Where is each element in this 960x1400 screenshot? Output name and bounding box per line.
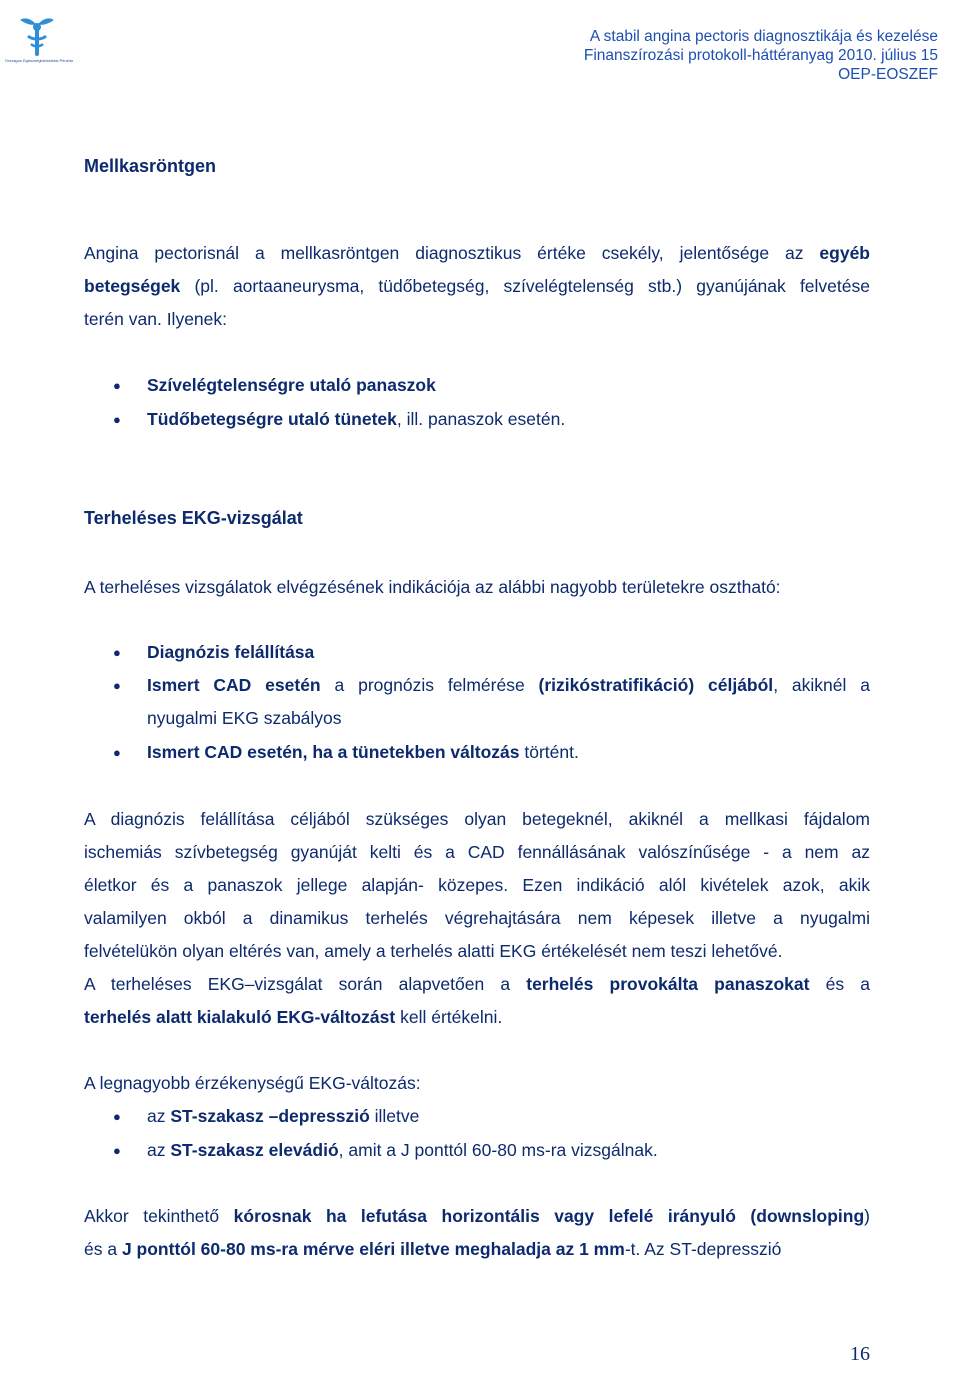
paragraph-intro: A terheléses vizsgálatok elvégzésének indikációja az alábbi nagyobb területekre osztható: bbox=[84, 577, 781, 597]
list-item: az ST-szakasz elevádió, amit a J ponttól 60-80 ms-ra vizsgálnak. bbox=[147, 1140, 658, 1160]
header-subtitle: Finanszírozási protokoll-háttéranyag 2010. július 15 bbox=[583, 47, 938, 64]
header-org: OEP-EOSZEF bbox=[838, 66, 938, 83]
bullet-icon: ● bbox=[113, 745, 121, 760]
paragraph-ertekeles: A terheléses EKG–vizsgálat során alapvetően a terhelés provokálta panaszokat és a terhelés alatt kialakuló EKG-változást kell értékelni. bbox=[84, 974, 870, 1027]
section-title-mellkasrontgen: Mellkasröntgen bbox=[84, 156, 217, 176]
oep-logo bbox=[6, 14, 70, 76]
header-title: A stabil angina pectoris diagnosztikája és kezelése bbox=[589, 28, 938, 45]
list-item: Szívelégtelenségre utaló panaszok bbox=[147, 375, 436, 395]
bullet-icon: ● bbox=[113, 412, 121, 427]
list-item: az ST-szakasz –depresszió illetve bbox=[147, 1106, 420, 1126]
paragraph-diagnozis: A diagnózis felállítása céljából szükséges olyan betegeknél, akiknél a mellkasi fájdalom ischemiás szívbetegség gyanúját kelti és a CAD fennállásának valószínűsége - a nem az életkor és a panaszok jellege alapján- közepes. Ezen indikáció alól kivételek azok, akik valamilyen okból a dinamikus terhelés végrehajtására nem képesek illetve a nyugalmi felvételükön olyan eltérés van, amely a terhelés alatti EKG értékelését nem teszi lehetővé. bbox=[84, 809, 870, 961]
list-item: Ismert CAD esetén, ha a tünetekben változás történt. bbox=[147, 742, 579, 762]
section-title-terheleses-ekg: Terheléses EKG-vizsgálat bbox=[84, 508, 303, 528]
paragraph-mellkasrontgen: Angina pectorisnál a mellkasröntgen diagnosztikus értéke csekély, jelentősége az egyéb betegségek (pl. aortaaneurysma, tüdőbetegség, szívelégtelenség stb.) gyanújának felvetése terén van. Ilyenek: bbox=[84, 243, 870, 329]
bullet-icon: ● bbox=[113, 378, 121, 393]
paragraph-korosnak: Akkor tekinthető kórosnak ha lefutása horizontális vagy lefelé irányuló (downsloping) és a J ponttól 60-80 ms-ra mérve eléri illetve meghaladja az 1 mm-t. Az ST-depresszió bbox=[84, 1206, 870, 1259]
page-number: 16 bbox=[850, 1343, 870, 1365]
bullet-icon: ● bbox=[113, 1109, 121, 1124]
logo-caption: Országos Egészségbiztosítási Pénztár bbox=[4, 58, 74, 63]
list-item: Diagnózis felállítása bbox=[147, 642, 315, 662]
sensitivity-title: A legnagyobb érzékenységű EKG-változás: bbox=[84, 1073, 421, 1093]
list-item: Ismert CAD esetén a prognózis felmérése (rizikóstratifikáció) céljából, akiknél a nyugalmi EKG szabályos bbox=[147, 675, 870, 728]
bullet-icon: ● bbox=[113, 645, 121, 660]
list-item: Tüdőbetegségre utaló tünetek, ill. panaszok esetén. bbox=[147, 409, 566, 429]
bullet-icon: ● bbox=[113, 678, 121, 693]
bullet-icon: ● bbox=[113, 1143, 121, 1158]
document-header bbox=[584, 27, 938, 84]
